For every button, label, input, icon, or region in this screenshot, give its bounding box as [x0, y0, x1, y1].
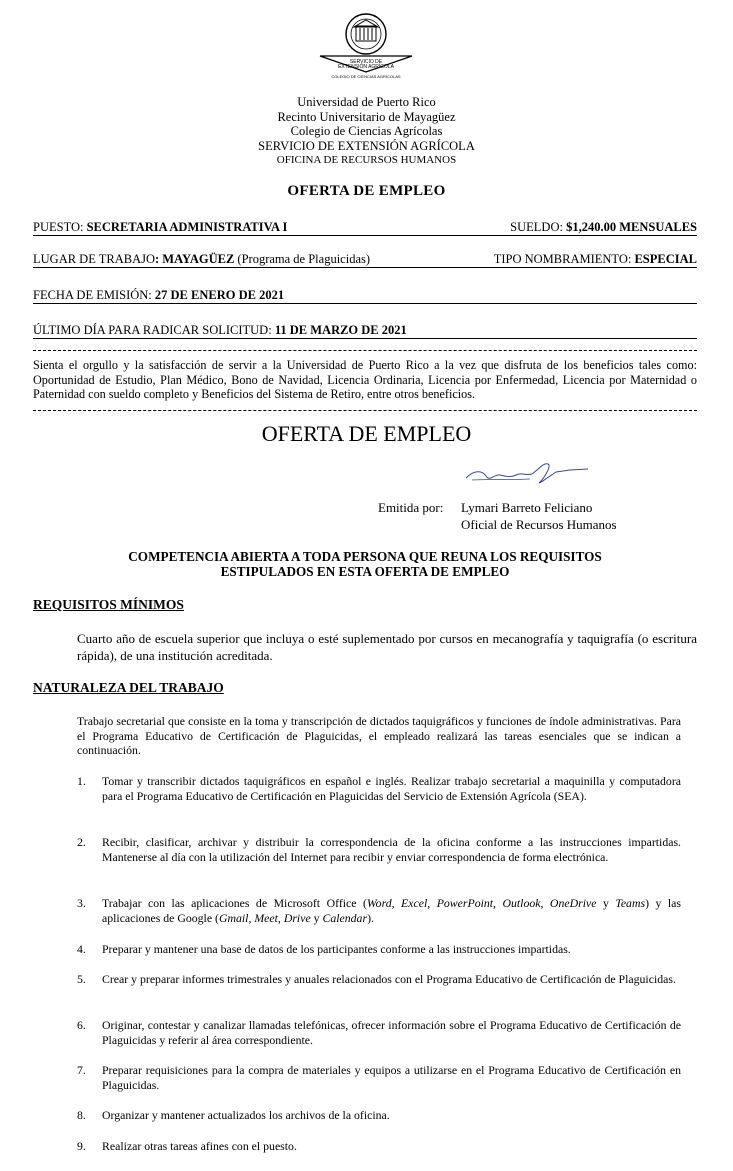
duty-text: Tomar y transcribir dictados taquigráficos en español e inglés. Realizar trabajo secretarial a maquinilla y computadora para el Programa Educativo de Certificación en Plaguicidas del Servicio de Extensión Agrícola (SEA).	[102, 774, 681, 803]
sueldo-value: $1,240.00 MENSUALES	[566, 220, 697, 234]
competencia-line-2: ESTIPULADOS EN ESTA OFERTA DE EMPLEO	[220, 564, 510, 580]
lugar-row	[33, 251, 697, 268]
tipo-field	[494, 252, 697, 267]
ultimo-dia-field	[33, 323, 407, 338]
duty-text-part: Trabajar con las aplicaciones de Microsoft Office (	[102, 896, 367, 910]
benefits-paragraph: Sienta el orgullo y la satisfacción de servir a la Universidad de Puerto Rico a la vez que disfruta de los beneficios tales como: Oportunidad de Estudio, Plan Médico, Bono de Navidad, Licencia Ordinaria, Licencia por Enfermedad, Licencia por Maternidad o Paternidad con sueldo completo y Beneficios del Sistema de Retiro, entre otros beneficios.	[33, 358, 697, 402]
duty-item	[77, 972, 681, 987]
duty-text: Originar, contestar y canalizar llamadas telefónicas, ofrecer información sobre el Programa Educativo de Certificación de Plaguicidas y referir al área correspondiente.	[102, 1018, 681, 1047]
tipo-value: ESPECIAL	[634, 252, 697, 266]
page-title: OFERTA DE EMPLEO	[287, 183, 446, 199]
puesto-value: SECRETARIA ADMINISTRATIVA I	[86, 220, 288, 234]
duty-text-part: ).	[367, 910, 374, 925]
competencia-line-1: COMPETENCIA ABIERTA A TODA PERSONA QUE REUNA LOS REQUISITOS	[128, 549, 602, 564]
duty-item	[77, 1108, 681, 1123]
duty-number: 3.	[77, 896, 86, 910]
header-line-2: Recinto Universitario de Mayagüez	[277, 109, 456, 124]
duty-number: 5.	[77, 972, 86, 986]
duty-item	[77, 1063, 681, 1092]
duty-text-part: y	[310, 910, 323, 925]
header-line-5: OFICINA DE RECURSOS HUMANOS	[276, 154, 457, 167]
puesto-row	[33, 219, 697, 236]
sueldo-label: SUELDO:	[510, 220, 567, 234]
requisitos-text: Cuarto año de escuela superior que incluya o esté suplementado por cursos en mecanografía y taquigrafía (o escritura rápida), de una institución acreditada.	[77, 631, 697, 663]
sueldo-field	[510, 220, 697, 235]
lugar-extra: (Programa de Plaguicidas)	[234, 252, 371, 266]
fecha-row	[33, 287, 697, 304]
logo-line1: SERVICIO DE	[349, 59, 383, 65]
fecha-label: FECHA DE EMISIÓN:	[33, 288, 155, 302]
dashed-divider-bottom	[33, 410, 697, 411]
header-line-4: SERVICIO DE EXTENSIÓN AGRÍCOLA	[258, 138, 475, 153]
fecha-field	[33, 288, 284, 303]
google-apps: Gmail, Meet, Drive	[218, 910, 311, 925]
duty-text: Crear y preparar informes trimestrales y anuales relacionados con el Programa Educativo de Certificación de Plaguicidas.	[102, 972, 676, 986]
issuer-role: Oficial de Recursos Humanos	[461, 516, 617, 532]
sea-logo	[318, 12, 414, 80]
duty-number: 6.	[77, 1018, 86, 1032]
duty-item	[77, 1139, 681, 1154]
duty-text: Organizar y mantener actualizados los archivos de la oficina.	[102, 1108, 390, 1122]
duty-item	[77, 942, 681, 957]
teams-app: Teams	[615, 896, 646, 910]
duty-text: Recibir, clasificar, archivar y distribuir la correspondencia de la oficina conforme a las instrucciones impartidas. Mantenerse al día con la utilización del Internet para recibir y enviar correspondencia de forma electrónica.	[102, 835, 681, 864]
duty-text-part: ) y las aplicaciones de Google (	[102, 896, 681, 925]
ultimo-dia-value: 11 DE MARZO DE 2021	[274, 323, 407, 337]
dashed-divider-top	[33, 350, 697, 351]
ultimo-dia-label: ÚLTIMO DÍA PARA RADICAR SOLICITUD:	[33, 323, 275, 337]
duty-text-part: y	[596, 896, 616, 910]
logo-line3: COLEGIO DE CIENCIAS AGRÍCOLAS	[331, 74, 401, 79]
microsoft-apps: Word, Excel, PowerPoint, Outlook, OneDrive	[366, 896, 597, 910]
requisitos-heading: REQUISITOS MÍNIMOS	[33, 597, 184, 612]
duty-number: 7.	[77, 1063, 86, 1077]
signature-image	[460, 456, 590, 496]
duty-item	[77, 774, 681, 803]
competencia-notice	[60, 549, 670, 580]
logo-line2: EXTENSIÓN AGRÍCOLA	[338, 64, 394, 70]
puesto-field	[33, 220, 287, 235]
ultimo-dia-row	[33, 322, 697, 339]
duty-text	[102, 896, 681, 925]
duty-text: Preparar y mantener una base de datos de los participantes conforme a las instrucciones impartidas.	[102, 942, 571, 956]
naturaleza-heading: NATURALEZA DEL TRABAJO	[33, 680, 224, 695]
duty-number: 9.	[77, 1139, 86, 1153]
duty-item	[77, 1018, 681, 1047]
lugar-label: LUGAR DE TRABAJO	[33, 252, 155, 266]
duty-number: 1.	[77, 774, 86, 788]
issuer-name: Lymari Barreto Feliciano	[461, 500, 593, 515]
tipo-label: TIPO NOMBRAMIENTO:	[493, 252, 635, 266]
duty-number: 4.	[77, 942, 86, 956]
duty-number: 2.	[77, 835, 86, 849]
puesto-label: PUESTO:	[33, 220, 87, 234]
secondary-title: OFERTA DE EMPLEO	[261, 421, 472, 446]
emitted-by-label: Emitida por:	[378, 500, 444, 515]
lugar-field	[33, 252, 370, 267]
duty-item	[77, 896, 681, 925]
duty-number: 8.	[77, 1108, 86, 1122]
calendar-app: Calendar	[322, 910, 368, 925]
naturaleza-intro: Trabajo secretarial que consiste en la toma y transcripción de dictados taquigráficos y funciones de índole administrativas. Para el Programa Educativo de Certificación de Plaguicidas, el empleado realizará las tareas esenciales que se indican a continuación.	[77, 714, 681, 757]
lugar-value: : MAYAGÜEZ	[155, 252, 235, 266]
header-line-3: Colegio de Ciencias Agrícolas	[290, 124, 443, 139]
institution-header	[0, 95, 733, 168]
emitted-by-block	[461, 500, 617, 533]
fecha-value: 27 DE ENERO DE 2021	[154, 288, 285, 302]
duty-item	[77, 835, 681, 864]
header-line-1: Universidad de Puerto Rico	[297, 95, 436, 109]
duty-text: Realizar otras tareas afines con el puesto.	[102, 1139, 297, 1153]
duty-text: Preparar requisiciones para la compra de materiales y equipos a utilizarse en el Programa Educativo de Certificación en Plaguicidas.	[102, 1063, 681, 1092]
